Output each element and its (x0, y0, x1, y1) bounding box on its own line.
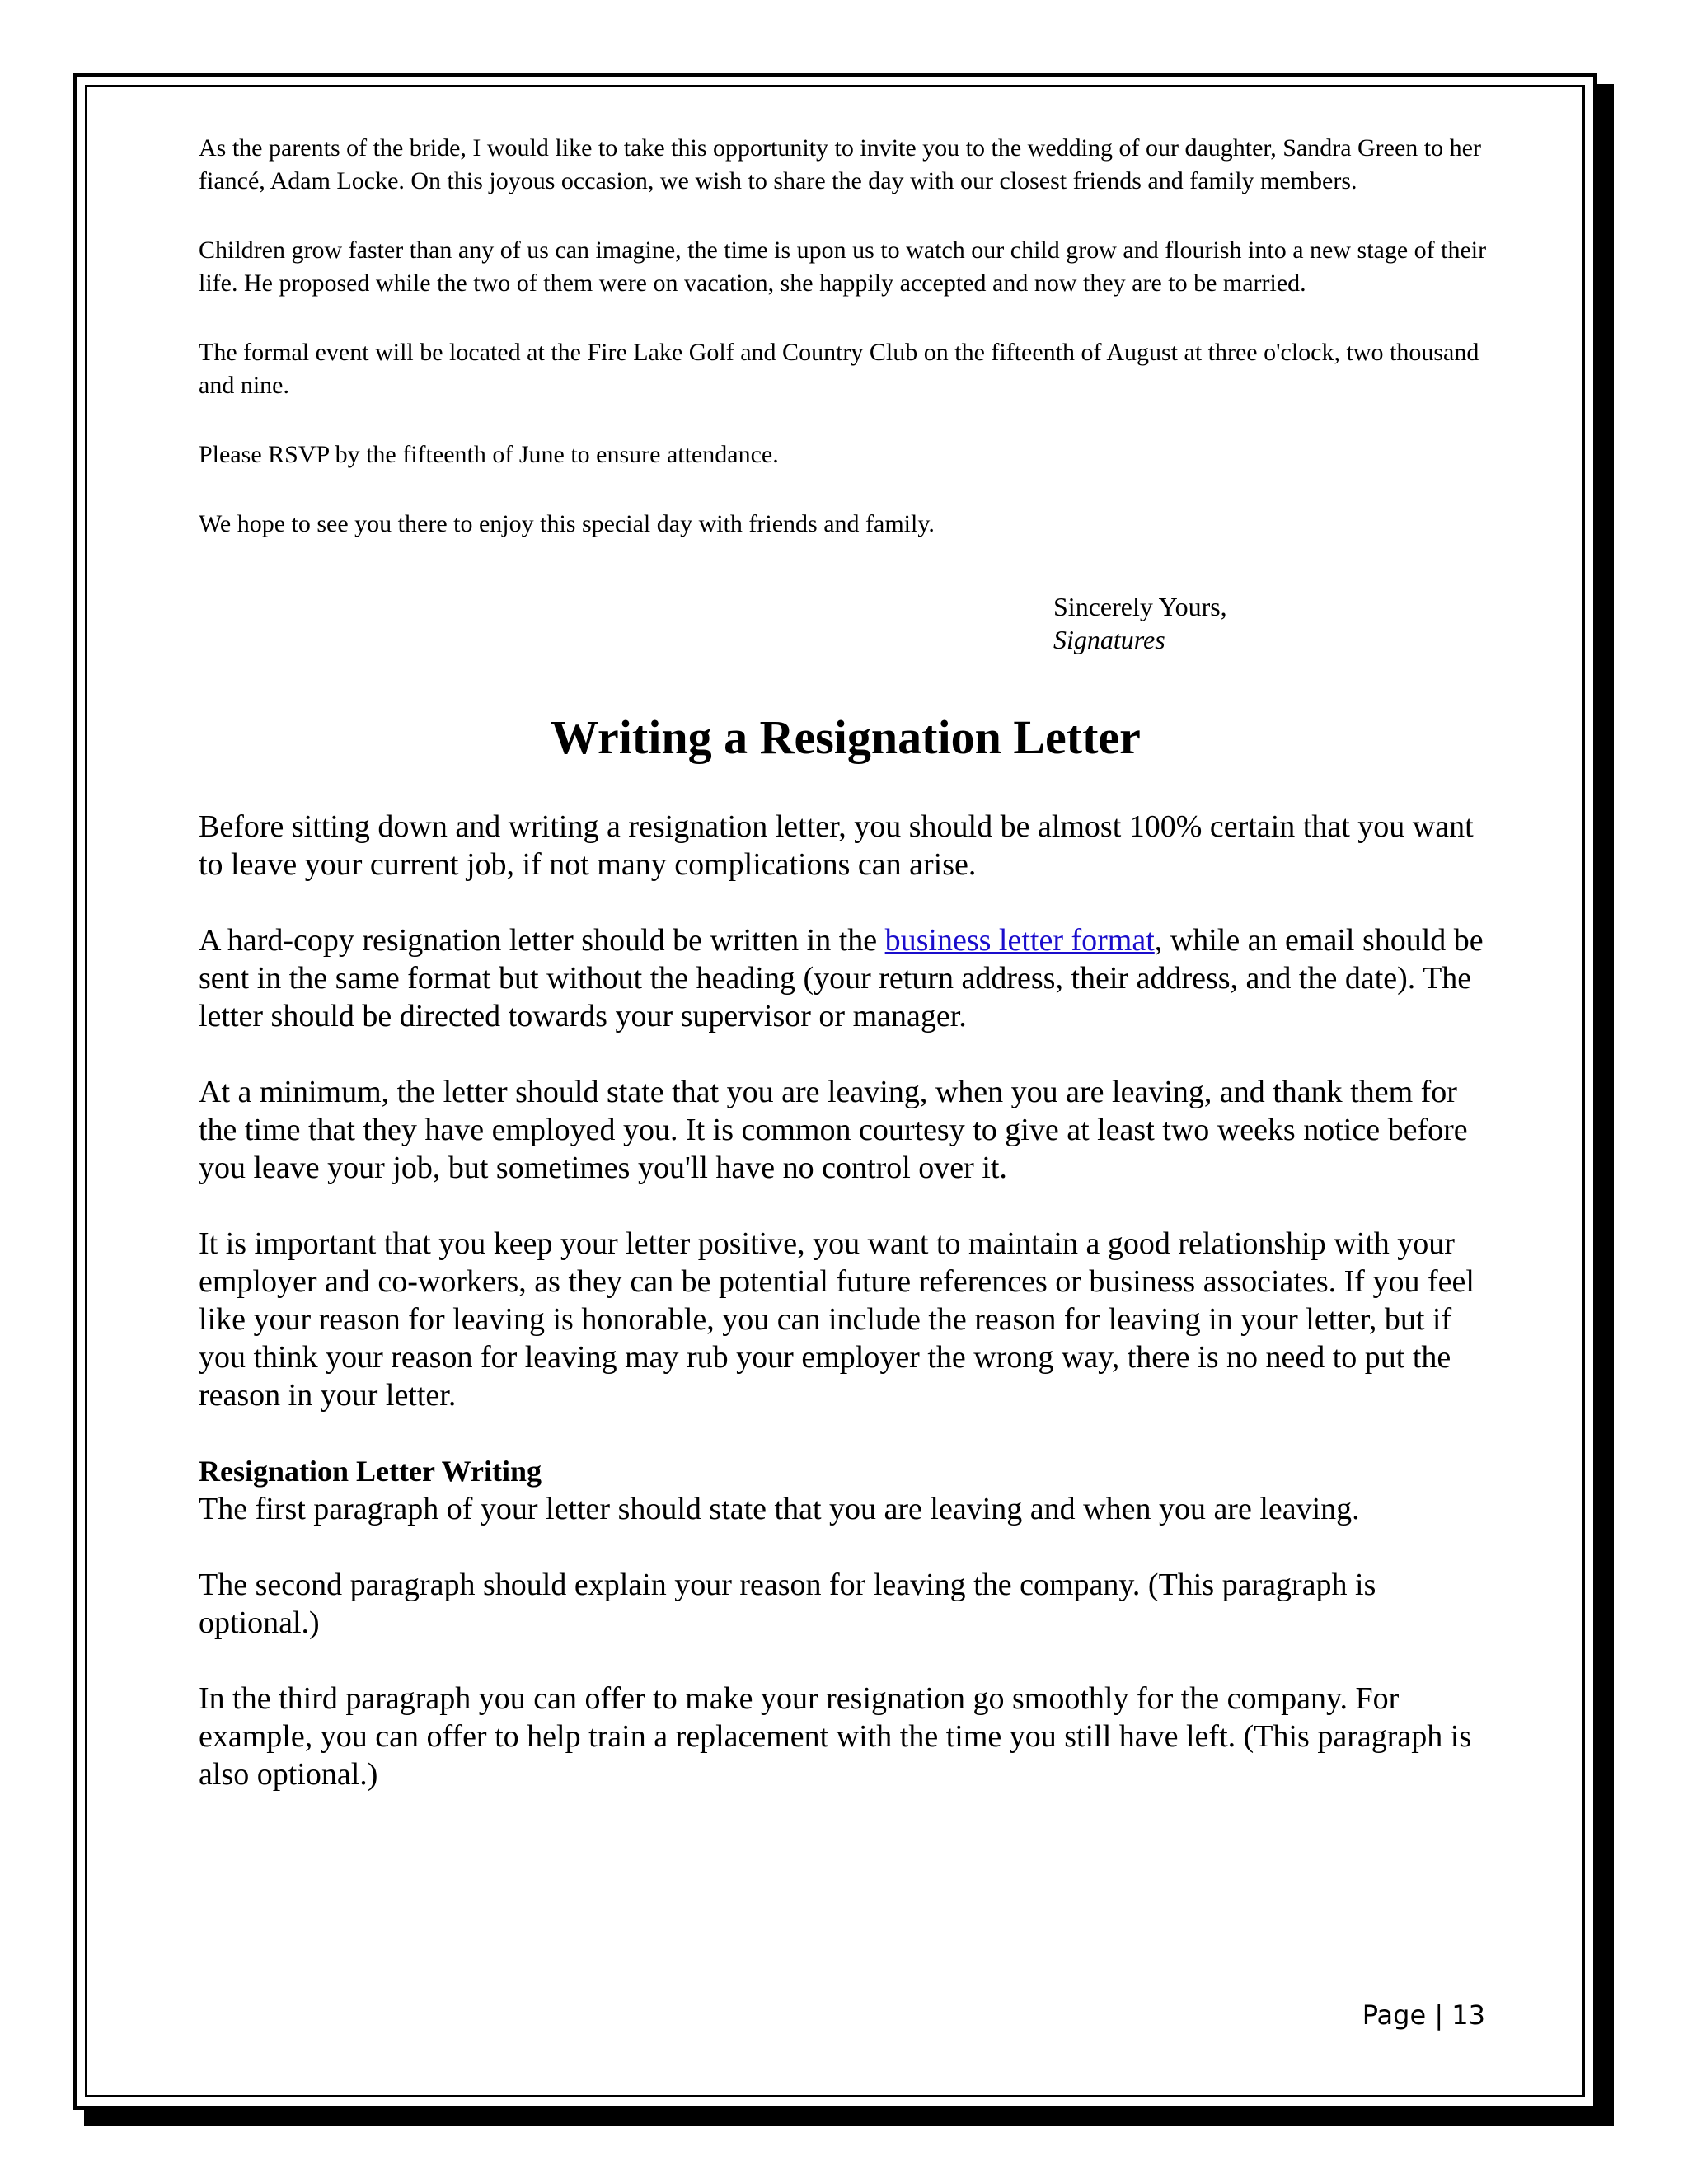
article-paragraph: In the third paragraph you can offer to make your resignation go smoothly for the company. For example, you can offer to help train a replacement with the time you still have left. (This paragraph is also optional.) (199, 1681, 1472, 1792)
article-paragraph (199, 1452, 1493, 1528)
section-title: Writing a Resignation Letter (551, 710, 1141, 764)
paragraph-text: , while an email should be sent in the same format but without the heading (your return address, their address, and the date). The letter should be directed towards your supervisor or manager. (199, 923, 1484, 1033)
paragraph-text: A hard-copy resignation letter should be written in the (199, 923, 885, 958)
letter-paragraph: As the parents of the bride, I would like to take this opportunity to invite you to the wedding of our daughter, Sandra Green to her fiancé, Adam Locke. On this joyous occasion, we wish to share the day with our closest friends and family members. (199, 134, 1481, 194)
page-content (199, 132, 1493, 1793)
resignation-article (199, 808, 1493, 1793)
letter-paragraph: Please RSVP by the fifteenth of June to ensure attendance. (199, 441, 779, 468)
article-paragraph: At a minimum, the letter should state that you are leaving, when you are leaving, and thank them for the time that they have employed you. It is common courtesy to give at least two weeks notice before you leave your job, but sometimes you'll have no control over it. (199, 1075, 1468, 1185)
letter-paragraph: We hope to see you there to enjoy this special day with friends and family. (199, 510, 935, 537)
business-letter-format-link[interactable]: business letter format (884, 923, 1155, 958)
article-paragraph: The second paragraph should explain your reason for leaving the company. (This paragraph is optional.) (199, 1568, 1376, 1640)
letter-paragraph: Children grow faster than any of us can imagine, the time is upon us to watch our child grow and flourish into a new stage of their life. He proposed while the two of them were on vacation, she happily accepted and now they are to be married. (199, 237, 1487, 297)
wedding-invitation-letter (199, 132, 1493, 656)
page-number: Page | 13 (1362, 1999, 1485, 2031)
article-paragraph-with-link (199, 921, 1493, 1035)
subheading: Resignation Letter Writing (199, 1455, 542, 1488)
letter-signoff (1053, 590, 1493, 656)
letter-signature: Signatures (1053, 625, 1165, 654)
letter-paragraph: The formal event will be located at the Fire Lake Golf and Country Club on the fifteenth of August at three o'clock, two thousand and nine. (199, 339, 1479, 399)
article-paragraph: Before sitting down and writing a resignation letter, you should be almost 100% certain that you want to leave your current job, if not many complications can arise. (199, 809, 1474, 882)
article-paragraph: It is important that you keep your letter positive, you want to maintain a good relationship with your employer and co-workers, as they can be potential future references or business associates. If you feel like your reason for leaving is honorable, you can include the reason for leaving in your letter, but if you think your reason for leaving may rub your employer the wrong way, there is no need to put the reason in your letter. (199, 1226, 1475, 1413)
letter-closing: Sincerely Yours, (1053, 592, 1227, 621)
paragraph-text: The first paragraph of your letter should state that you are leaving and when you are leaving. (199, 1492, 1360, 1526)
